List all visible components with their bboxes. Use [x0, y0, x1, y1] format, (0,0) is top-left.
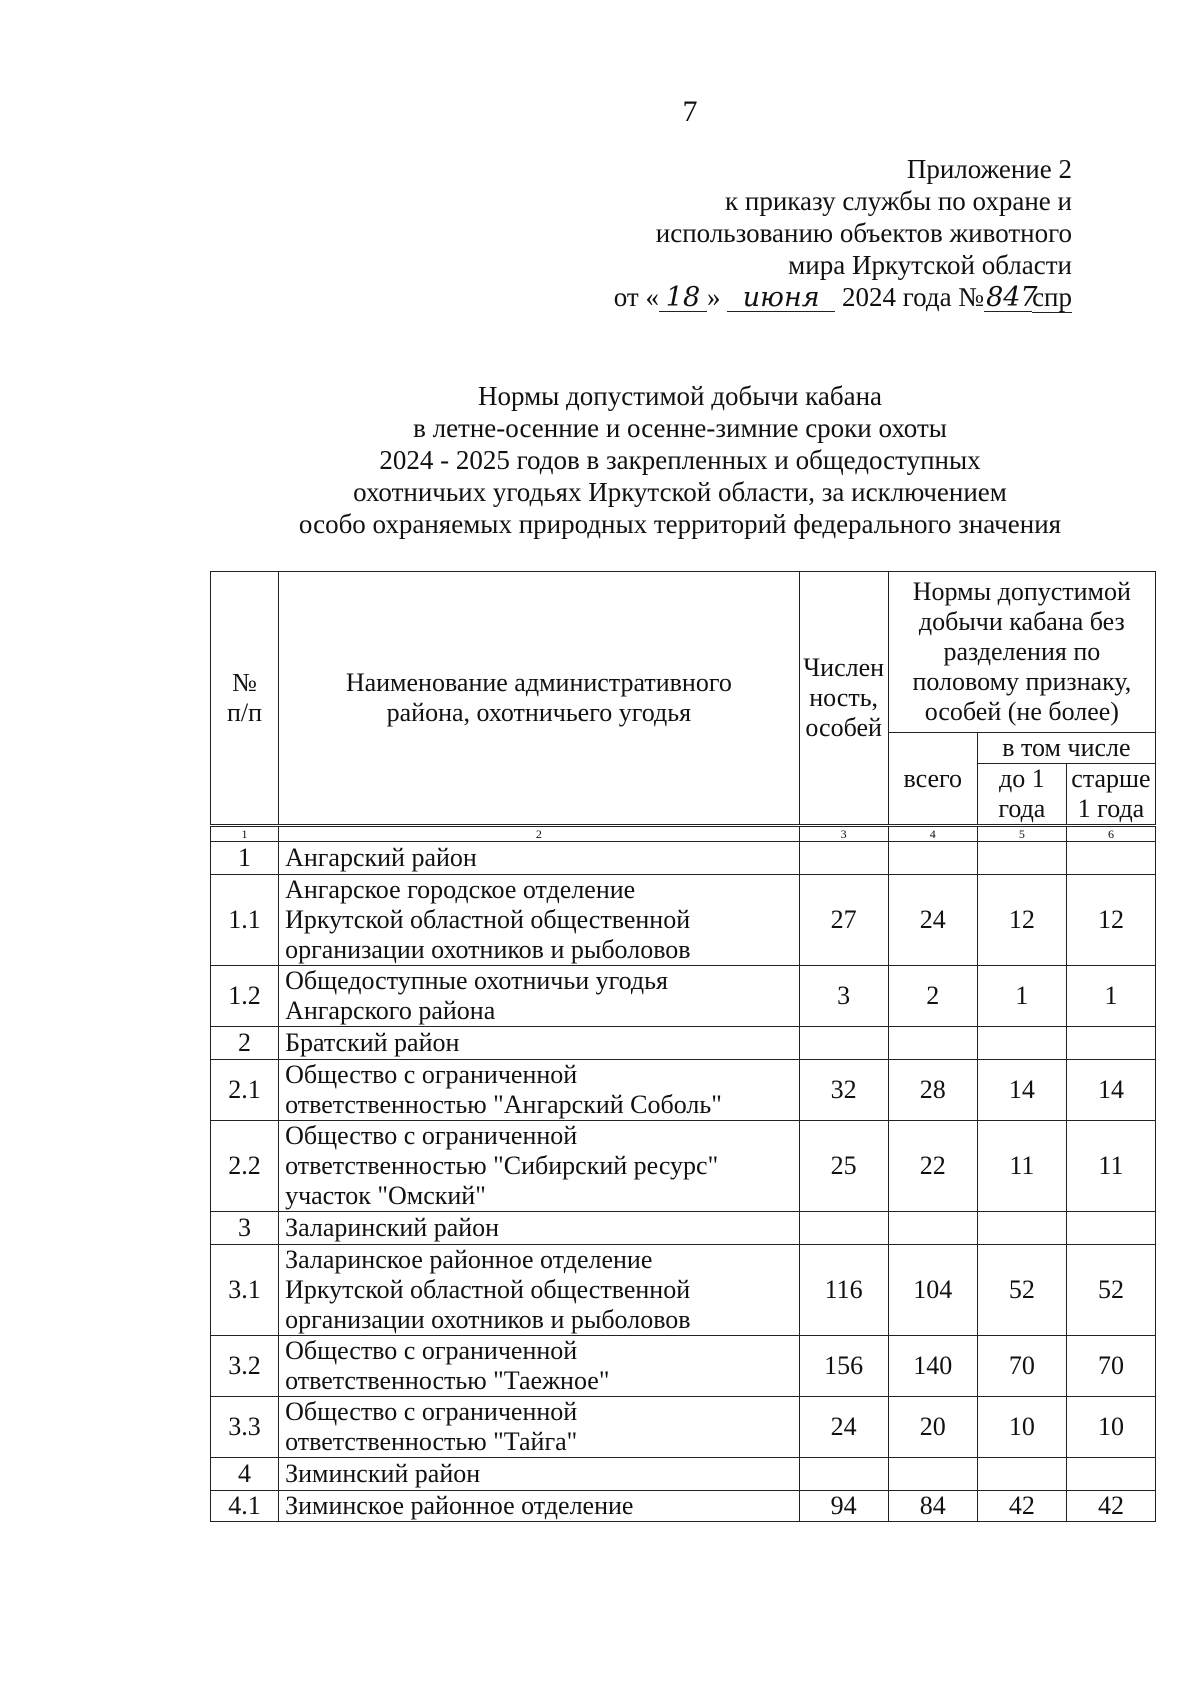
- population-value: 156: [799, 1336, 888, 1397]
- norms-table: [210, 571, 1156, 1522]
- total-value: 84: [888, 1491, 977, 1522]
- total-value: [888, 1458, 977, 1491]
- over-1-year-value: 10: [1066, 1397, 1155, 1458]
- population-value: 3: [799, 966, 888, 1027]
- under-1-year-value: [977, 1027, 1066, 1060]
- row-name-line: Иркутской областной общественной: [285, 905, 691, 934]
- total-value: 22: [888, 1121, 977, 1212]
- year-text: 2024 года №: [841, 282, 985, 312]
- under-1-year-value: 14: [977, 1060, 1066, 1121]
- over-1-year-value: [1066, 1458, 1155, 1491]
- population-value: 94: [799, 1491, 888, 1522]
- row-name: [279, 1336, 800, 1397]
- total-value: [888, 842, 977, 875]
- population-value: 116: [799, 1245, 888, 1336]
- population-value: [799, 1027, 888, 1060]
- table-row-district: [211, 1458, 1156, 1491]
- population-value: [799, 1212, 888, 1245]
- column-index: 3: [799, 826, 888, 842]
- column-index: 6: [1066, 826, 1155, 842]
- header-including: в том числе: [977, 733, 1155, 764]
- under-1-year-value: 1: [977, 966, 1066, 1027]
- total-value: 104: [888, 1245, 977, 1336]
- over-1-year-value: 52: [1066, 1245, 1155, 1336]
- header-under-1-year: до 1 года: [977, 764, 1066, 826]
- row-name-line: Общедоступные охотничьи угодья: [285, 966, 668, 995]
- row-name: [279, 1027, 800, 1060]
- over-1-year-value: 11: [1066, 1121, 1155, 1212]
- row-name-line: организации охотников и рыболовов: [285, 935, 691, 964]
- column-index: 4: [888, 826, 977, 842]
- over-1-year-value: [1066, 1027, 1155, 1060]
- table-row: [211, 966, 1156, 1027]
- population-value: 25: [799, 1121, 888, 1212]
- title-line: охотничьих угодьях Иркутской области, за исключением: [353, 477, 1007, 507]
- row-name: [279, 1397, 800, 1458]
- total-value: [888, 1027, 977, 1060]
- row-name-line: Зиминское районное отделение: [285, 1491, 634, 1520]
- under-1-year-value: [977, 1212, 1066, 1245]
- row-name: [279, 1491, 800, 1522]
- row-number: 2.2: [211, 1121, 279, 1212]
- date-prefix: от «: [613, 282, 659, 312]
- under-1-year-value: 12: [977, 875, 1066, 966]
- table-row-district: [211, 842, 1156, 875]
- row-name: [279, 842, 800, 875]
- column-index: 2: [279, 826, 800, 842]
- header-over-1-year: старше 1 года: [1066, 764, 1155, 826]
- table-row: [211, 1336, 1156, 1397]
- row-number: 1.1: [211, 875, 279, 966]
- row-name-line: Ангарского района: [285, 996, 496, 1025]
- over-1-year-value: [1066, 1212, 1155, 1245]
- row-name-line: Общество с ограниченной: [285, 1336, 578, 1365]
- total-value: [888, 1212, 977, 1245]
- row-name-line: Ангарское городское отделение: [285, 875, 636, 904]
- row-name: [279, 1212, 800, 1245]
- under-1-year-value: 70: [977, 1336, 1066, 1397]
- title-line: особо охраняемых природных территорий федерального значения: [298, 509, 1062, 539]
- row-number: 2.1: [211, 1060, 279, 1121]
- row-name: [279, 1458, 800, 1491]
- over-1-year-value: 14: [1066, 1060, 1155, 1121]
- over-1-year-value: [1066, 842, 1155, 875]
- title-line: Нормы допустимой добычи кабана: [477, 381, 882, 411]
- header-norms: Нормы допустимой добычи кабана без разделения по половому признаку, особей (не более): [888, 572, 1155, 733]
- under-1-year-value: 42: [977, 1491, 1066, 1522]
- over-1-year-value: 70: [1066, 1336, 1155, 1397]
- table-row: [211, 1121, 1156, 1212]
- row-name-line: организации охотников и рыболовов: [285, 1305, 691, 1334]
- row-name-line: Общество с ограниченной: [285, 1060, 578, 1089]
- row-name: [279, 1245, 800, 1336]
- header-population: Числен ность, особей: [799, 572, 888, 826]
- row-name-line: участок "Омский": [285, 1181, 486, 1210]
- under-1-year-value: [977, 1458, 1066, 1491]
- population-value: 27: [799, 875, 888, 966]
- population-value: [799, 842, 888, 875]
- table-row: [211, 1397, 1156, 1458]
- population-value: 24: [799, 1397, 888, 1458]
- row-name-line: Братский район: [285, 1028, 460, 1057]
- document-title: [200, 380, 1160, 540]
- row-name: [279, 966, 800, 1027]
- order-date-line: [614, 281, 1072, 313]
- population-value: [799, 1458, 888, 1491]
- row-name-line: Иркутской областной общественной: [285, 1275, 691, 1304]
- appendix-line: использованию объектов животного: [655, 218, 1072, 248]
- row-name-line: ответственностью "Сибирский ресурс": [285, 1151, 719, 1180]
- row-number: 2: [211, 1027, 279, 1060]
- row-name-line: Ангарский район: [285, 843, 477, 872]
- table-row: [211, 1060, 1156, 1121]
- under-1-year-value: 10: [977, 1397, 1066, 1458]
- row-name: [279, 1121, 800, 1212]
- row-name-line: Общество с ограниченной: [285, 1121, 578, 1150]
- row-number: 1: [211, 842, 279, 875]
- total-value: 24: [888, 875, 977, 966]
- table-row: [211, 1491, 1156, 1522]
- total-value: 2: [888, 966, 977, 1027]
- title-line: в летне-осенние и осенне-зимние сроки охоты: [413, 413, 947, 443]
- population-value: 32: [799, 1060, 888, 1121]
- row-name-line: Общество с ограниченной: [285, 1397, 578, 1426]
- row-number: 3.2: [211, 1336, 279, 1397]
- appendix-line: мира Иркутской области: [788, 250, 1072, 280]
- table-row: [211, 875, 1156, 966]
- handwritten-month: июня: [727, 285, 835, 312]
- row-name-line: ответственностью "Тайга": [285, 1427, 578, 1456]
- handwritten-day: 18: [659, 285, 707, 312]
- total-value: 140: [888, 1336, 977, 1397]
- page-number: 7: [682, 95, 698, 128]
- table-row: [211, 1245, 1156, 1336]
- appendix-block: [614, 153, 1072, 313]
- over-1-year-value: 12: [1066, 875, 1155, 966]
- row-number: 4: [211, 1458, 279, 1491]
- row-name-line: ответственностью "Таежное": [285, 1366, 610, 1395]
- row-name-line: Заларинское районное отделение: [285, 1245, 653, 1274]
- row-name-line: ответственностью "Ангарский Соболь": [285, 1090, 722, 1119]
- column-index: 5: [977, 826, 1066, 842]
- table-row-district: [211, 1212, 1156, 1245]
- over-1-year-value: 1: [1066, 966, 1155, 1027]
- table-body: [211, 826, 1156, 1522]
- table-row-district: [211, 1027, 1156, 1060]
- total-value: 20: [888, 1397, 977, 1458]
- column-index-row: [211, 826, 1156, 842]
- over-1-year-value: 42: [1066, 1491, 1155, 1522]
- row-number: 3: [211, 1212, 279, 1245]
- appendix-line: Приложение 2: [906, 154, 1072, 184]
- date-mid: »: [706, 282, 721, 312]
- row-name: [279, 1060, 800, 1121]
- row-number: 1.2: [211, 966, 279, 1027]
- appendix-line: к приказу службы по охране и: [725, 186, 1072, 216]
- under-1-year-value: 11: [977, 1121, 1066, 1212]
- header-name: Наименование административного района, охотничьего угодья: [279, 572, 800, 826]
- row-name: [279, 875, 800, 966]
- title-line: 2024 - 2025 годов в закрепленных и общедоступных: [379, 445, 981, 475]
- row-name-line: Зиминский район: [285, 1459, 481, 1488]
- order-suffix: спр: [1032, 282, 1072, 312]
- header-num: № п/п: [211, 572, 279, 826]
- handwritten-order-number: 847: [986, 282, 1038, 313]
- row-number: 4.1: [211, 1491, 279, 1522]
- row-number: 3.3: [211, 1397, 279, 1458]
- header-total: всего: [888, 733, 977, 826]
- under-1-year-value: 52: [977, 1245, 1066, 1336]
- total-value: 28: [888, 1060, 977, 1121]
- row-number: 3.1: [211, 1245, 279, 1336]
- column-index: 1: [211, 826, 279, 842]
- under-1-year-value: [977, 842, 1066, 875]
- row-name-line: Заларинский район: [285, 1213, 500, 1242]
